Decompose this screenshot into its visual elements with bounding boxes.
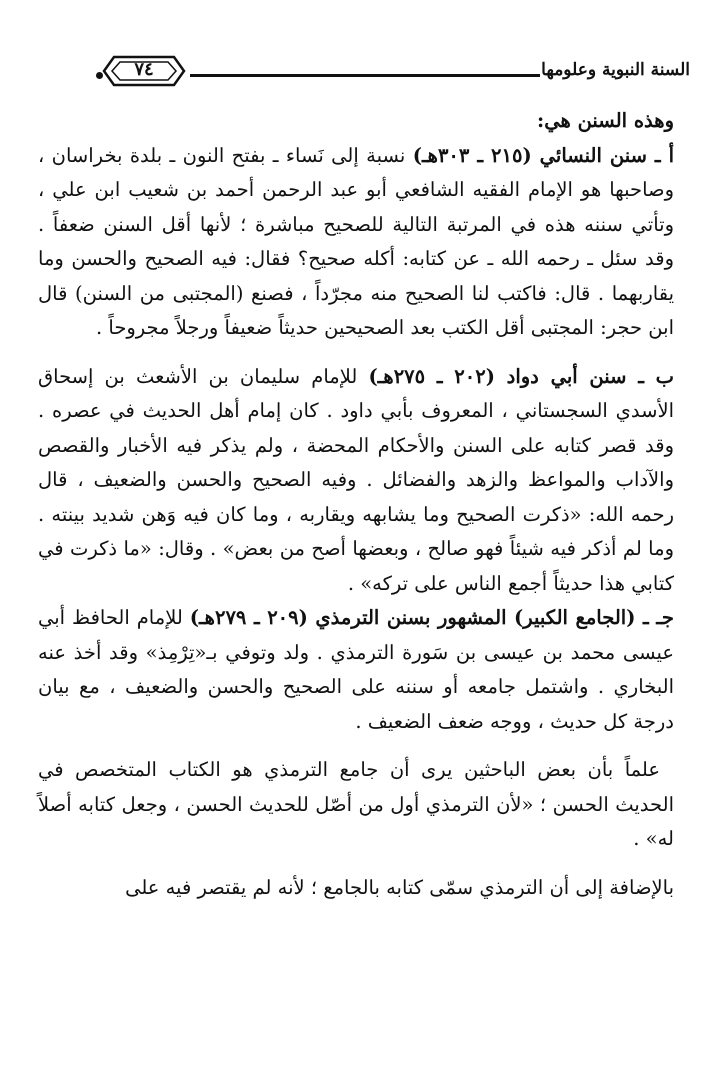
heading-abu-dawud: ب ـ سنن أبي دواد (٢٠٢ ـ ٢٧٥هـ) bbox=[368, 364, 674, 388]
intro-line: وهذه السنن هي: bbox=[537, 109, 674, 132]
paragraph-last: بالإضافة إلى أن الترمذي سمّى كتابه بالجامع ؛ لأنه لم يقتصر فيه على bbox=[125, 875, 674, 899]
header-dot bbox=[96, 72, 103, 79]
page-header bbox=[30, 52, 690, 92]
page-number: ٧٤ bbox=[134, 59, 154, 80]
text-abu-dawud: للإمام سليمان بن الأشعث بن إسحاق الأسدي السجستاني ، المعروف بأبي داود . كان إمام أهل الحديث في عصره . وقد قصر كتابه على السنن والأحكام المحضة ، ولم يذكر فيه الأخبار والقصص والآداب والمواعظ والزهد والفضائل . وفيه الصحيح والحسن والضعيف ، قال رحمه الله: «ذكرت الصحيح وما يشابهه ويقاربه ، وما كان فيه وَهن شديد بينته . وما لم أذكر فيه شيئاً فهو صالح ، وبعضها أصح من بعض» . وقال: «ما ذكرت في كتابي هذا حديثاً أجمع الناس على تركه» . bbox=[38, 364, 674, 595]
paragraph-abu-dawud bbox=[38, 360, 674, 602]
text-tirmidhi: للإمام الحافظ أبي عيسى محمد بن عيسى بن سَورة الترمذي . ولد وتوفي بـ«تِرْمِذ» وقد أخذ عنه البخاري . واشتمل جامعه أو سننه على الصحيح والحسن والضعيف ، مع بيان درجة كل حديث ، ووجه ضعف الضعيف . bbox=[38, 606, 674, 733]
heading-nasai: أ ـ سنن النسائي (٢١٥ ـ ٣٠٣هـ) bbox=[412, 143, 675, 167]
paragraph-note: علماً بأن بعض الباحثين يرى أن جامع الترمذي هو الكتاب المتخصص في الحديث الحسن ؛ «لأن الترمذي أول من أصّل للحديث الحسن ، وجعل كتابه أصلاً له» . bbox=[38, 758, 674, 850]
page-body bbox=[38, 104, 674, 905]
paragraph-tirmidhi bbox=[38, 601, 674, 739]
page-number-badge bbox=[102, 54, 186, 88]
text-nasai: نسبة إلى نَساء ـ بفتح النون ـ بلدة بخراسان ، وصاحبها هو الإمام الفقيه الشافعي أبو عبد الرحمن أحمد بن شعيب ابن علي ، وتأتي سننه هذه في المرتبة التالية للصحيح مباشرة ؛ لأنها أقل السنن ضعفاً . وقد سئل ـ رحمه الله ـ عن كتابه: أكله صحيح؟ فقال: فيه الصحيح والحسن وما يقاربهما . قال: فاكتب لنا الصحيح منه مجرّداً ، فصنع (المجتبى من السنن) قال ابن حجر: المجتبى أقل الكتب بعد الصحيحين حديثاً ضعيفاً ورجلاً مجروحاً . bbox=[38, 143, 674, 339]
header-rule bbox=[190, 74, 540, 77]
heading-tirmidhi: جـ ـ (الجامع الكبير) المشهور بسنن الترمذي (٢٠٩ ـ ٢٧٩هـ) bbox=[189, 606, 674, 629]
running-title: السنة النبوية وعلومها bbox=[541, 60, 690, 80]
paragraph-nasai bbox=[38, 139, 674, 346]
